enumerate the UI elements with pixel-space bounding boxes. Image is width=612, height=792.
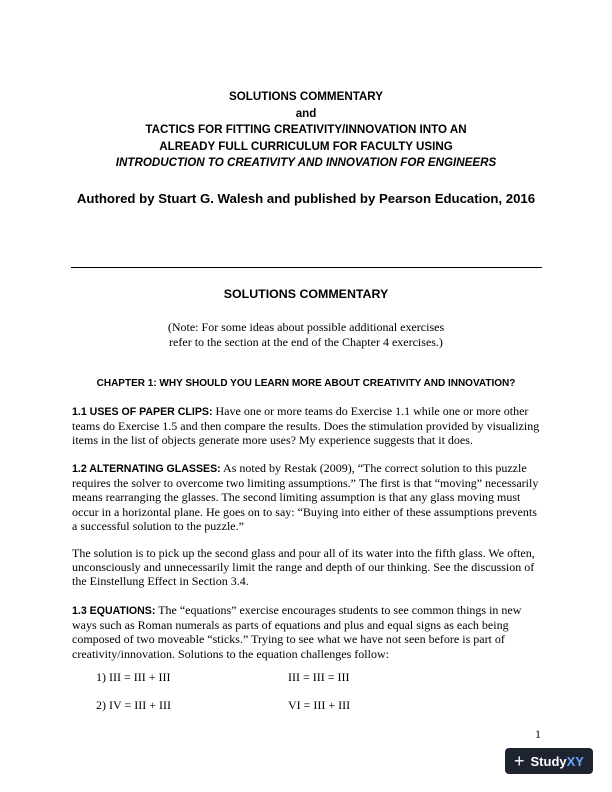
- text-line: a successful solution to the puzzle.”: [72, 518, 244, 533]
- paragraph-1-3: [72, 603, 542, 661]
- heading-1-2: 1.2 ALTERNATING GLASSES:: [72, 463, 221, 475]
- horizontal-divider: [71, 267, 542, 268]
- section-title: SOLUTIONS COMMENTARY: [223, 287, 389, 301]
- text-line: items in the list of objects generate more uses? My experience suggests that it does.: [72, 433, 473, 448]
- equation-solution: VI = III + III: [288, 698, 351, 712]
- text-line: teams do Exercise 1.5 and then compare the results. Does the stimulation provided by visualizing: [72, 419, 540, 434]
- text-line: Have one or more teams do Exercise 1.1 while one or more other: [212, 404, 529, 418]
- note-line-1: (Note: For some ideas about possible additional exercises: [167, 320, 445, 334]
- text-line: creativity/innovation. Solutions to the equation challenges follow:: [72, 646, 389, 661]
- plus-icon: +: [514, 751, 525, 771]
- studyxy-badge[interactable]: [505, 748, 593, 774]
- note-line-2: refer to the section at the end of the Chapter 4 exercises.): [169, 335, 443, 349]
- title-line-1: SOLUTIONS COMMENTARY: [229, 90, 383, 103]
- text-line: ways such as Roman numerals as parts of equations and plus and equal signs as each being: [72, 618, 509, 633]
- paragraph-1-2-solution: [72, 546, 542, 589]
- text-line: occur in a horizontal plane. He goes on to say: “Buying into either of these assumptions prevents: [72, 504, 537, 519]
- brand-accent: XY: [566, 753, 584, 769]
- page-number: 1: [535, 727, 541, 741]
- equation-solution: III = III = III: [288, 670, 350, 684]
- heading-1-1: 1.1 USES OF PAPER CLIPS:: [72, 406, 213, 418]
- text-line: the Einstellung Effect in Section 3.4.: [72, 574, 249, 589]
- text-line: As noted by Restak (2009), “The correct solution to this puzzle: [220, 461, 527, 475]
- heading-1-3: 1.3 EQUATIONS:: [72, 605, 156, 617]
- brand-main: Study: [530, 753, 567, 769]
- note: [100, 320, 512, 350]
- text-line: The solution is to pick up the second glass and pour all of its water into the fifth glass. We often,: [72, 546, 535, 560]
- title-line-3: TACTICS FOR FITTING CREATIVITY/INNOVATION INTO AN: [145, 123, 467, 136]
- text-line: composed of two moveable “sticks.” Trying to see what we have not seen before is part of: [72, 632, 505, 647]
- title-line-5: INTRODUCTION TO CREATIVITY AND INNOVATION FOR ENGINEERS: [115, 156, 497, 169]
- chapter-heading: CHAPTER 1: WHY SHOULD YOU LEARN MORE ABOUT CREATIVITY AND INNOVATION?: [96, 378, 516, 389]
- paragraph-1-1: [72, 404, 542, 448]
- text-line: The “equations” exercise encourages students to see common things in new: [155, 603, 522, 617]
- equation-problem: 2) IV = III + III: [96, 698, 171, 712]
- text-line: unconsciously and unnecessarily limit the range and depth of our thinking. See the discussion of: [72, 560, 535, 575]
- paragraph-1-2: [72, 461, 542, 533]
- text-line: means rearranging the glasses. The second limiting assumption is that any glass moving must: [72, 490, 521, 505]
- author-line: Authored by Stuart G. Walesh and published by Pearson Education, 2016: [76, 191, 536, 206]
- equation-problem: 1) III = III + III: [96, 670, 171, 684]
- title-line-4: ALREADY FULL CURRICULUM FOR FACULTY USING: [159, 139, 453, 153]
- title-line-2: and: [295, 106, 317, 120]
- text-line: requires the solver to overcome two limiting assumptions.” The first is that “moving” necessarily: [72, 476, 539, 491]
- badge-brand: [531, 754, 584, 769]
- document-title: [60, 89, 552, 172]
